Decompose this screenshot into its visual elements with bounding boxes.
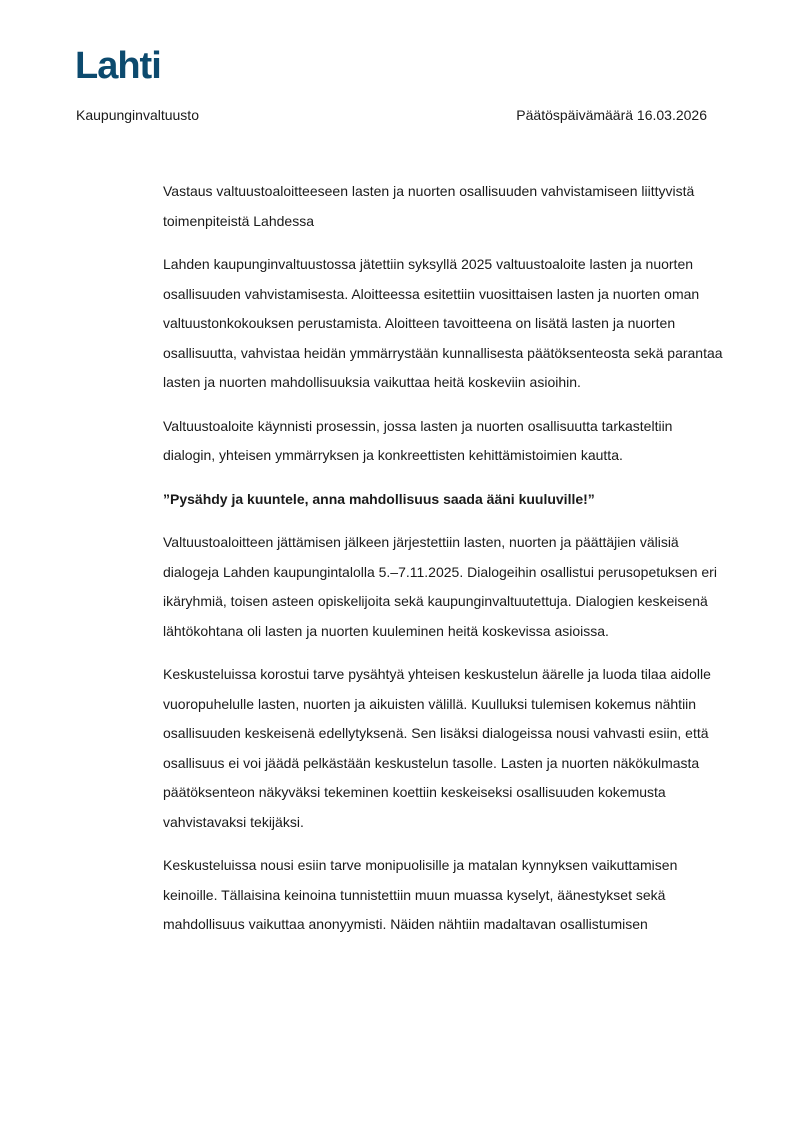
section-subheading: ”Pysähdy ja kuuntele, anna mahdollisuus saada ääni kuuluville!”	[163, 490, 595, 507]
document-title: Vastaus valtuustoaloitteeseen lasten ja nuorten osallisuuden vahvistamiseen liittyvistä toimenpiteistä Lahdessa	[163, 183, 695, 229]
lahti-logo	[75, 44, 175, 84]
svg-text:Lahti: Lahti	[75, 45, 161, 84]
paragraph: Valtuustoaloitteen jättämisen jälkeen järjestettiin lasten, nuorten ja päättäjien välisiä dialogeja Lahden kaupungintalolla 5.–7.11.2025. Dialogeihin osallistui perusopetuksen eri ikäryhmiä, toisen asteen opiskelijoita sekä kaupunginvaltuutettuja. Dialogien keskeisenä lähtökohtana oli lasten ja nuorten kuuleminen heitä koskevissa asioissa.	[163, 534, 717, 639]
decision-date: Päätöspäivämäärä 16.03.2026	[516, 107, 707, 123]
paragraph: Lahden kaupunginvaltuustossa jätettiin syksyllä 2025 valtuustoaloite lasten ja nuorten osallisuuden vahvistamisesta. Aloitteessa esitettiin vuosittaisen lasten ja nuorten oman valtuustonkokouksen perustamista. Aloitteen tavoitteena on lisätä lasten ja nuorten osallisuutta, vahvistaa heidän ymmärrystään kunnallisesta päätöksenteosta sekä parantaa lasten ja nuorten mahdollisuuksia vaikuttaa heitä koskeviin asioihin.	[163, 256, 723, 390]
paragraph: Keskusteluissa korostui tarve pysähtyä yhteisen keskustelun äärelle ja luoda tilaa aidolle vuoropuhelulle lasten, nuorten ja aikuisten välillä. Kuulluksi tulemisen kokemus nähtiin osallisuuden keskeisenä edellytyksenä. Sen lisäksi dialogeissa nousi vahvasti esiin, että osallisuus ei voi jäädä pelkästään keskustelun tasolle. Lasten ja nuorten näkökulmasta päätöksenteon näkyväksi tekeminen koettiin keskeiseksi osallisuuden kokemusta vahvistavaksi tekijäksi.	[163, 666, 711, 830]
paragraph: Valtuustoaloite käynnisti prosessin, jossa lasten ja nuorten osallisuutta tarkasteltiin dialogin, yhteisen ymmärryksen ja konkreettisten kehittämistoimien kautta.	[163, 417, 673, 463]
lahti-logo-mark	[75, 44, 175, 84]
department-name: Kaupunginvaltuusto	[76, 107, 199, 123]
document-body	[163, 177, 723, 954]
paragraph: Keskusteluissa nousi esiin tarve monipuolisille ja matalan kynnyksen vaikuttamisen keinoille. Tällaisina keinoina tunnistettiin muun muassa kyselyt, äänestykset sekä mahdollisuus vaikuttaa anonyymisti. Näiden nähtiin madaltavan osallistumisen	[163, 857, 678, 932]
